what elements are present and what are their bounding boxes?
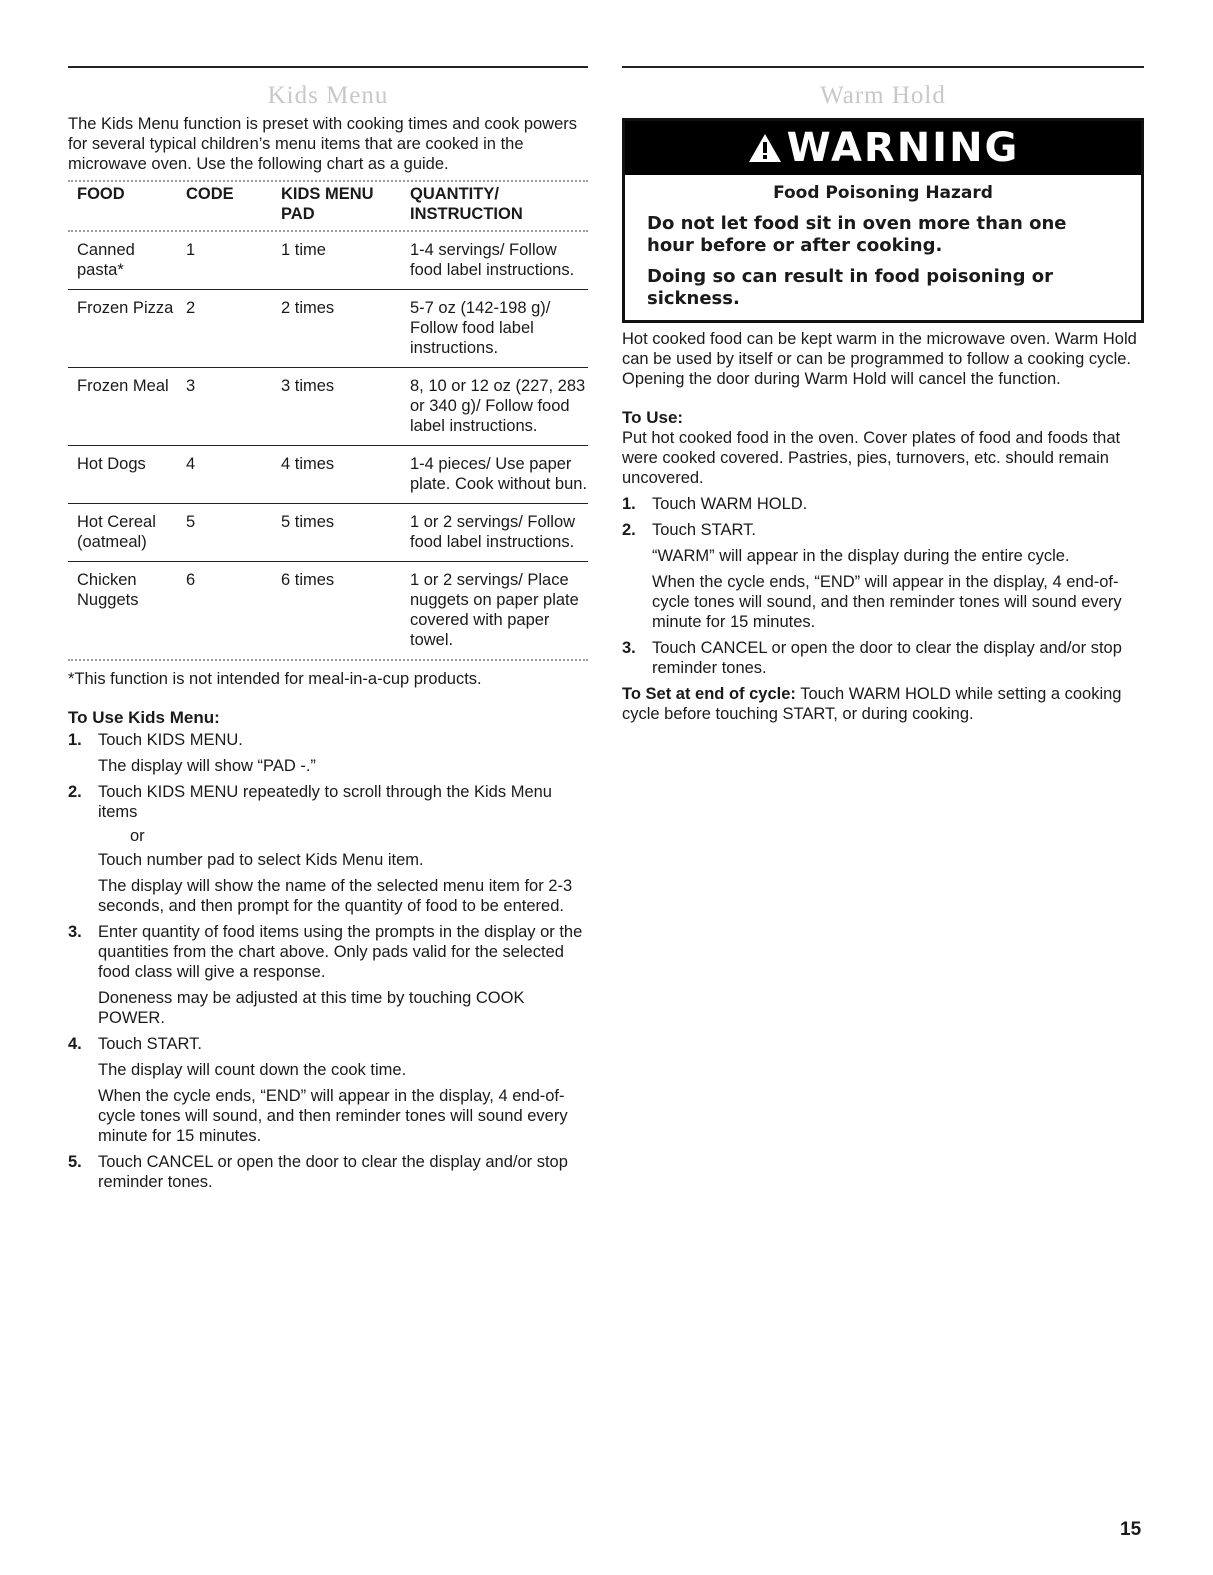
kids-menu-steps — [68, 730, 588, 1192]
page-number: 15 — [1120, 1519, 1142, 1540]
cell-food: Canned pasta* — [77, 241, 135, 279]
cell-code: 4 — [177, 446, 272, 504]
col-pad-header: KIDS MENU PAD — [281, 185, 374, 223]
step-text-alt: Touch number pad to select Kids Menu item. — [98, 851, 424, 869]
list-item — [68, 730, 588, 776]
set-end-of-cycle-text — [622, 684, 1144, 724]
step-note: The display will show the name of the selected menu item for 2-3 seconds, and then prompt for the quantity of food to be entered. — [98, 877, 573, 915]
table-row — [68, 232, 588, 290]
list-item — [622, 638, 1144, 678]
kids-menu-title: Kids Menu — [267, 82, 389, 109]
warm-hold-to-use-text: Put hot cooked food in the oven. Cover plates of food and foods that were cooked covered. Pastries, pies, turnovers, etc. should remain uncovered. — [622, 429, 1121, 487]
cell-food: Hot Dogs — [68, 446, 177, 504]
cell-qty: 1 or 2 servings/ Follow food label instructions. — [401, 504, 588, 562]
cell-pad: 4 times — [272, 446, 401, 504]
cell-pad: 1 time — [281, 241, 326, 259]
table-row — [68, 504, 588, 562]
step-note: The display will count down the cook time. — [98, 1061, 407, 1079]
kids-menu-table — [68, 182, 588, 659]
list-item — [68, 922, 588, 1028]
col-food-header: FOOD — [77, 185, 125, 203]
warning-body — [625, 175, 1141, 320]
kids-menu-to-use-heading: To Use Kids Menu: — [68, 708, 220, 727]
kids-menu-section — [68, 66, 588, 1198]
list-item — [68, 1034, 588, 1146]
cell-food: Frozen Meal — [68, 368, 177, 446]
cell-code: 5 — [177, 504, 272, 562]
table-header-row — [68, 182, 588, 230]
step-number: 3. — [68, 923, 82, 941]
table-row — [68, 368, 588, 446]
step-number: 1. — [68, 731, 82, 749]
warning-label: WARNING — [786, 125, 1020, 171]
cell-qty: 8, 10 or 12 oz (227, 283 or 340 g)/ Follow food label instructions. — [401, 368, 588, 446]
step-text: Touch START. — [98, 1035, 202, 1053]
cell-code: 6 — [177, 562, 272, 660]
step-text: Touch KIDS MENU repeatedly to scroll through the Kids Menu items — [98, 783, 552, 821]
table-row — [68, 562, 588, 660]
top-rule — [68, 66, 588, 68]
step-text: Touch CANCEL or open the door to clear the display and/or stop reminder tones. — [652, 639, 1122, 677]
step-number: 3. — [622, 639, 636, 657]
step-text: Touch WARM HOLD. — [652, 495, 808, 513]
cell-food: Hot Cereal (oatmeal) — [68, 504, 177, 562]
step-number: 1. — [622, 495, 636, 513]
warning-box — [622, 118, 1144, 323]
col-code-header: CODE — [186, 185, 234, 203]
cell-pad: 3 times — [272, 368, 401, 446]
step-number: 2. — [622, 521, 636, 539]
list-item — [68, 782, 588, 916]
step-note: When the cycle ends, “END” will appear in the display, 4 end-of-cycle tones will sound, and then reminder tones will sound every minute for 15 minutes. — [652, 573, 1122, 631]
warm-hold-section — [622, 66, 1144, 724]
step-or: or — [130, 827, 145, 845]
table-row — [68, 446, 588, 504]
step-text: Touch START. — [652, 521, 756, 539]
step-note: The display will show “PAD -.” — [98, 757, 316, 775]
list-item — [622, 520, 1144, 632]
table-row — [68, 290, 588, 368]
warm-hold-intro: Hot cooked food can be kept warm in the microwave oven. Warm Hold can be used by itself or can be programmed to follow a cooking cycle. Opening the door during Warm Hold will cancel the function. — [622, 330, 1137, 388]
warning-triangle-icon — [747, 132, 783, 164]
warning-bar — [625, 121, 1141, 175]
step-text: Touch KIDS MENU. — [98, 731, 243, 749]
warm-hold-steps — [622, 494, 1144, 678]
warm-hold-title: Warm Hold — [820, 82, 946, 109]
warm-hold-to-use-heading: To Use: — [622, 408, 684, 427]
warning-line: Do not let food sit in oven more than one hour before or after cooking. — [647, 213, 1067, 256]
set-end-of-cycle-label: To Set at end of cycle: — [622, 685, 796, 703]
top-rule — [622, 66, 1144, 68]
cell-pad: 2 times — [272, 290, 401, 368]
list-item — [68, 1152, 588, 1192]
step-number: 5. — [68, 1153, 82, 1171]
step-note: Doneness may be adjusted at this time by touching COOK POWER. — [98, 989, 525, 1027]
step-number: 4. — [68, 1035, 82, 1053]
cell-code: 2 — [177, 290, 272, 368]
cell-qty: 1 or 2 servings/ Place nuggets on paper plate covered with paper towel. — [401, 562, 588, 660]
kids-menu-intro: The Kids Menu function is preset with cooking times and cook powers for several typical children’s menu items that are cooked in the microwave oven. Use the following chart as a guide. — [68, 115, 578, 173]
table-bottom-rule — [68, 659, 588, 661]
step-text: Enter quantity of food items using the prompts in the display or the quantities from the chart above. Only pads valid for the selected food class will give a response. — [98, 923, 583, 981]
cell-pad: 6 times — [272, 562, 401, 660]
warning-line: Doing so can result in food poisoning or sickness. — [647, 266, 1054, 309]
cell-qty: 5-7 oz (142-198 g)/ Follow food label instructions. — [401, 290, 588, 368]
step-note: “WARM” will appear in the display during the entire cycle. — [652, 547, 1070, 565]
step-text: Touch CANCEL or open the door to clear the display and/or stop reminder tones. — [98, 1153, 568, 1191]
cell-food: Frozen Pizza — [68, 290, 177, 368]
cell-qty: 1-4 servings/ Follow food label instructions. — [410, 241, 575, 279]
cell-food: Chicken Nuggets — [68, 562, 177, 660]
step-note: When the cycle ends, “END” will appear in the display, 4 end-of-cycle tones will sound, and then reminder tones will sound every minute for 15 minutes. — [98, 1087, 568, 1145]
cell-code: 3 — [177, 368, 272, 446]
cell-code: 1 — [186, 241, 196, 259]
col-qty-header: QUANTITY/ INSTRUCTION — [410, 185, 523, 223]
warning-hazard: Food Poisoning Hazard — [773, 183, 993, 203]
set-end-of-cycle-instruction: Touch WARM HOLD while setting a cooking cycle before touching START, or during cooking. — [622, 685, 1122, 723]
footnote: *This function is not intended for meal-in-a-cup products. — [68, 670, 482, 688]
cell-qty: 1-4 pieces/ Use paper plate. Cook without bun. — [401, 446, 588, 504]
step-number: 2. — [68, 783, 82, 801]
cell-pad: 5 times — [272, 504, 401, 562]
list-item — [622, 494, 1144, 514]
